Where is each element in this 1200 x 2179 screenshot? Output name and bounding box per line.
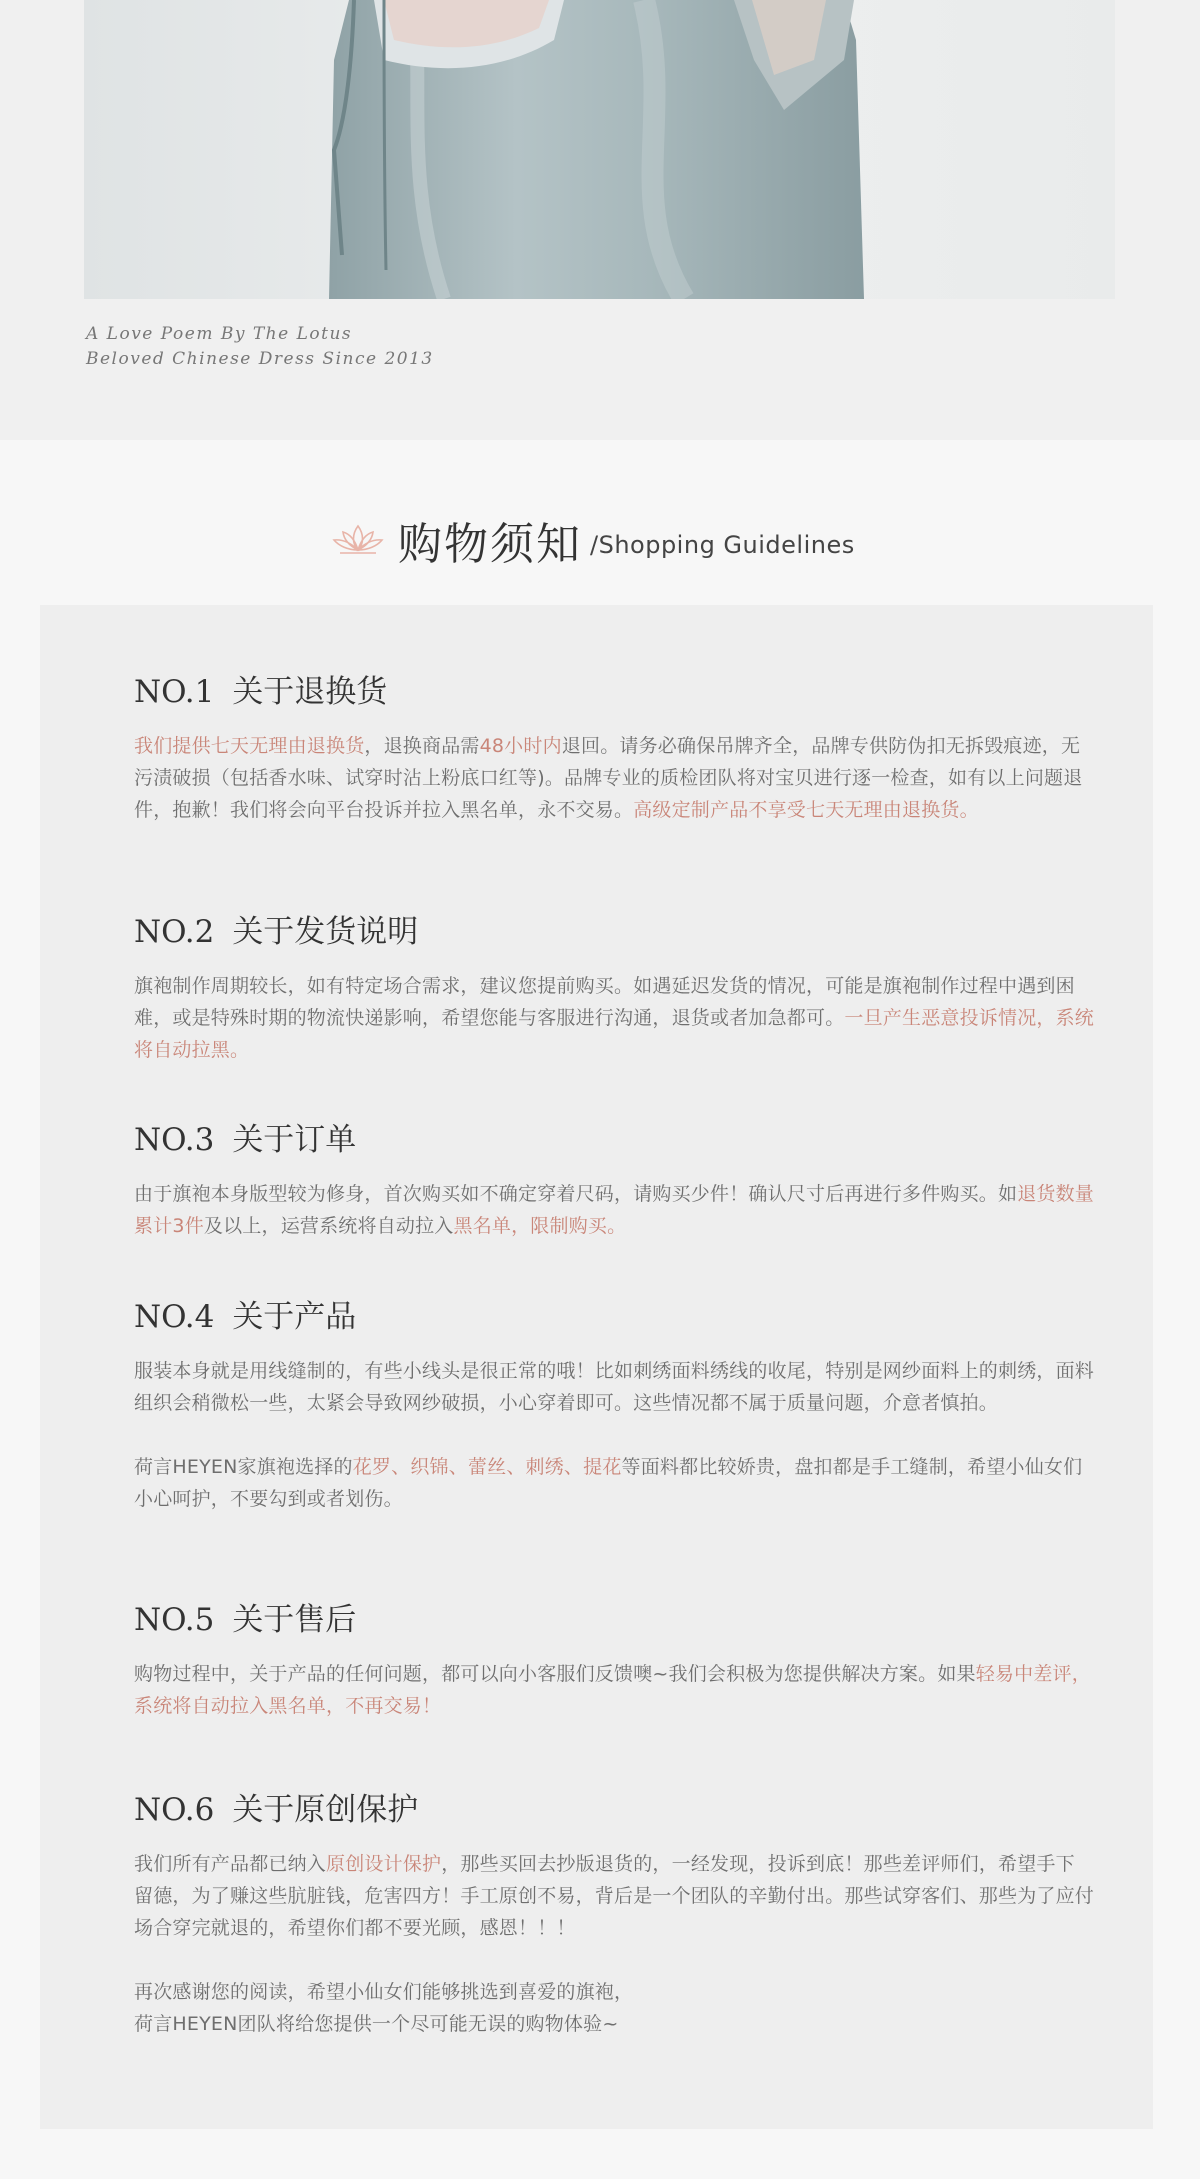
guideline-title-text: 关于退换货 <box>232 674 388 710</box>
highlight-text: 黑名单，限制购买。 <box>453 1215 627 1237</box>
guideline-number: NO.6 <box>134 1792 215 1828</box>
caption-line-2: Beloved Chinese Dress Since 2013 <box>86 349 434 369</box>
heading-zh: 购物须知 <box>398 519 582 570</box>
highlight-text: 原创设计保护 <box>326 1853 442 1875</box>
guideline-title <box>134 1118 1094 1162</box>
body-text: 由于旗袍本身版型较为修身，首次购买如不确定穿着尺码，请购买少件！确认尺寸后再进行多件购买。如 <box>134 1183 1018 1205</box>
guidelines-card <box>40 605 1153 2129</box>
body-text: 荷言HEYEN家旗袍选择的 <box>134 1456 353 1478</box>
shopping-guidelines-heading <box>330 510 890 570</box>
brand-caption <box>86 322 434 372</box>
guideline-number: NO.3 <box>134 1122 215 1158</box>
guideline-text <box>134 1451 1094 1515</box>
highlight-text: 高级定制产品不享受七天无理由退换货。 <box>633 799 979 821</box>
body-text: ，那些买回去抄版退货的，一经发现，投诉到底！那些差评师们，希望手下留德，为了赚这些肮脏钱，危害四方！手工原创不易，背后是一个团队的辛勤付出。那些试穿客们、那些为了应付场合穿完就退的，希望你们都不要光顾，感恩！！！ <box>134 1853 1095 1939</box>
guideline-number: NO.2 <box>134 914 215 950</box>
closing-line-2: 荷言HEYEN团队将给您提供一个尽可能无误的购物体验~ <box>134 2013 619 2035</box>
body-text: 我们所有产品都已纳入 <box>134 1853 327 1875</box>
guideline-title <box>134 910 1094 954</box>
guideline-title-text: 关于售后 <box>232 1602 357 1638</box>
guideline-text <box>134 970 1094 1066</box>
guideline-text <box>134 1178 1094 1242</box>
closing-line-1: 再次感谢您的阅读，希望小仙女们能够挑选到喜爱的旗袍， <box>134 1981 634 2003</box>
guideline-5 <box>134 1598 1094 1722</box>
guideline-title-text: 关于原创保护 <box>232 1792 419 1828</box>
caption-line-1: A Love Poem By The Lotus <box>86 324 353 344</box>
product-photo <box>84 0 1115 299</box>
guideline-title <box>134 1295 1094 1339</box>
closing-note <box>134 1976 1094 2040</box>
guideline-text <box>134 1848 1094 1944</box>
guideline-number: NO.1 <box>134 674 215 710</box>
body-text: 及以上，运营系统将自动拉入 <box>203 1215 454 1237</box>
highlight-text: 一旦产生恶意投诉情况，系统将自动拉黑。 <box>134 1007 1095 1061</box>
guideline-text <box>134 730 1094 826</box>
body-text: 等面料都比较娇贵，盘扣都是手工缝制，希望小仙女们小心呵护，不要勾到或者划伤。 <box>134 1456 1083 1510</box>
guideline-text: 服装本身就是用线缝制的，有些小线头是很正常的哦！比如刺绣面料绣线的收尾，特别是网纱面料上的刺绣，面料组织会稍微松一些，太紧会导致网纱破损，小心穿着即可。这些情况都不属于质量问题，介意者慎拍。 <box>134 1360 1095 1414</box>
body-text: ，退换商品需 <box>364 735 480 757</box>
guideline-2 <box>134 910 1094 1066</box>
guideline-6 <box>134 1788 1094 2040</box>
heading-en: /Shopping Guidelines <box>590 531 855 559</box>
lotus-icon <box>330 520 386 560</box>
guideline-title <box>134 670 1094 714</box>
body-text: 购物过程中，关于产品的任何问题，都可以向小客服们反馈噢~我们会积极为您提供解决方案。如果 <box>134 1663 976 1685</box>
guideline-3 <box>134 1118 1094 1242</box>
guideline-title-text: 关于产品 <box>232 1299 357 1335</box>
body-text: 退回。请务必确保吊牌齐全，品牌专供防伪扣无拆毁痕迹，无污渍破损（包括香水味、试穿时沾上粉底口红等)。品牌专业的质检团队将对宝贝进行逐一检查，如有以上问题退件，抱歉！我们将会向平台投诉并拉入黑名单，永不交易。 <box>134 735 1083 821</box>
guideline-title-text: 关于订单 <box>232 1122 357 1158</box>
highlight-text: 退货数量累计3件 <box>134 1183 1095 1237</box>
guideline-number: NO.4 <box>134 1299 215 1335</box>
guideline-4 <box>134 1295 1094 1515</box>
guideline-text <box>134 1658 1094 1722</box>
highlight-text: 花罗、织锦、蕾丝、刺绣、提花 <box>352 1456 622 1478</box>
highlight-text: 轻易中差评，系统将自动拉入黑名单，不再交易！ <box>134 1663 1091 1717</box>
guideline-title <box>134 1788 1094 1832</box>
guideline-number: NO.5 <box>134 1602 215 1638</box>
body-text: 旗袍制作周期较长，如有特定场合需求，建议您提前购买。如遇延迟发货的情况，可能是旗袍制作过程中遇到困难，或是特殊时期的物流快递影响，希望您能与客服进行沟通，退货或者加急都可。 <box>134 975 1075 1029</box>
guideline-title-text: 关于发货说明 <box>232 914 419 950</box>
guideline-1 <box>134 670 1094 826</box>
guideline-title <box>134 1598 1094 1642</box>
highlight-text: 我们提供七天无理由退换货 <box>134 735 365 757</box>
highlight-text: 48小时内 <box>479 735 562 757</box>
